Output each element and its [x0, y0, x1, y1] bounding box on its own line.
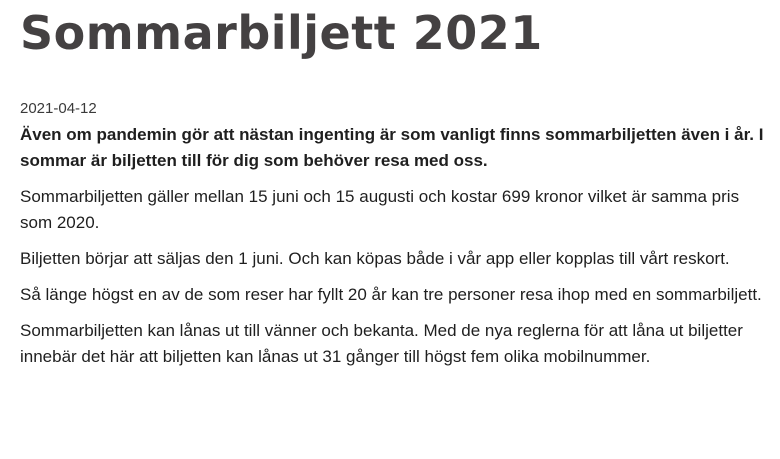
page-title: Sommarbiljett 2021 — [20, 6, 543, 60]
article-paragraph-lending: Sommarbiljetten kan lånas ut till vänner och bekanta. Med de nya reglerna för att låna ut biljetter innebär det här att biljetten kan lånas ut 31 gånger till högst fem olika mobilnummer. — [20, 321, 743, 366]
article — [20, 0, 768, 370]
article-paragraph-validity: Sommarbiljetten gäller mellan 15 juni och 15 augusti och kostar 699 kronor vilket är samma pris som 2020. — [20, 187, 740, 232]
article-lead: Även om pandemin gör att nästan ingenting är som vanligt finns sommarbiljetten även i år. I sommar är biljetten till för dig som behöver resa med oss. — [20, 125, 764, 170]
article-paragraph-sales: Biljetten börjar att säljas den 1 juni. Och kan köpas både i vår app eller kopplas till vårt reskort. — [20, 249, 730, 268]
publish-date: 2021-04-12 — [20, 100, 97, 117]
article-paragraph-travelers: Så länge högst en av de som reser har fyllt 20 år kan tre personer resa ihop med en sommarbiljett. — [20, 285, 762, 304]
